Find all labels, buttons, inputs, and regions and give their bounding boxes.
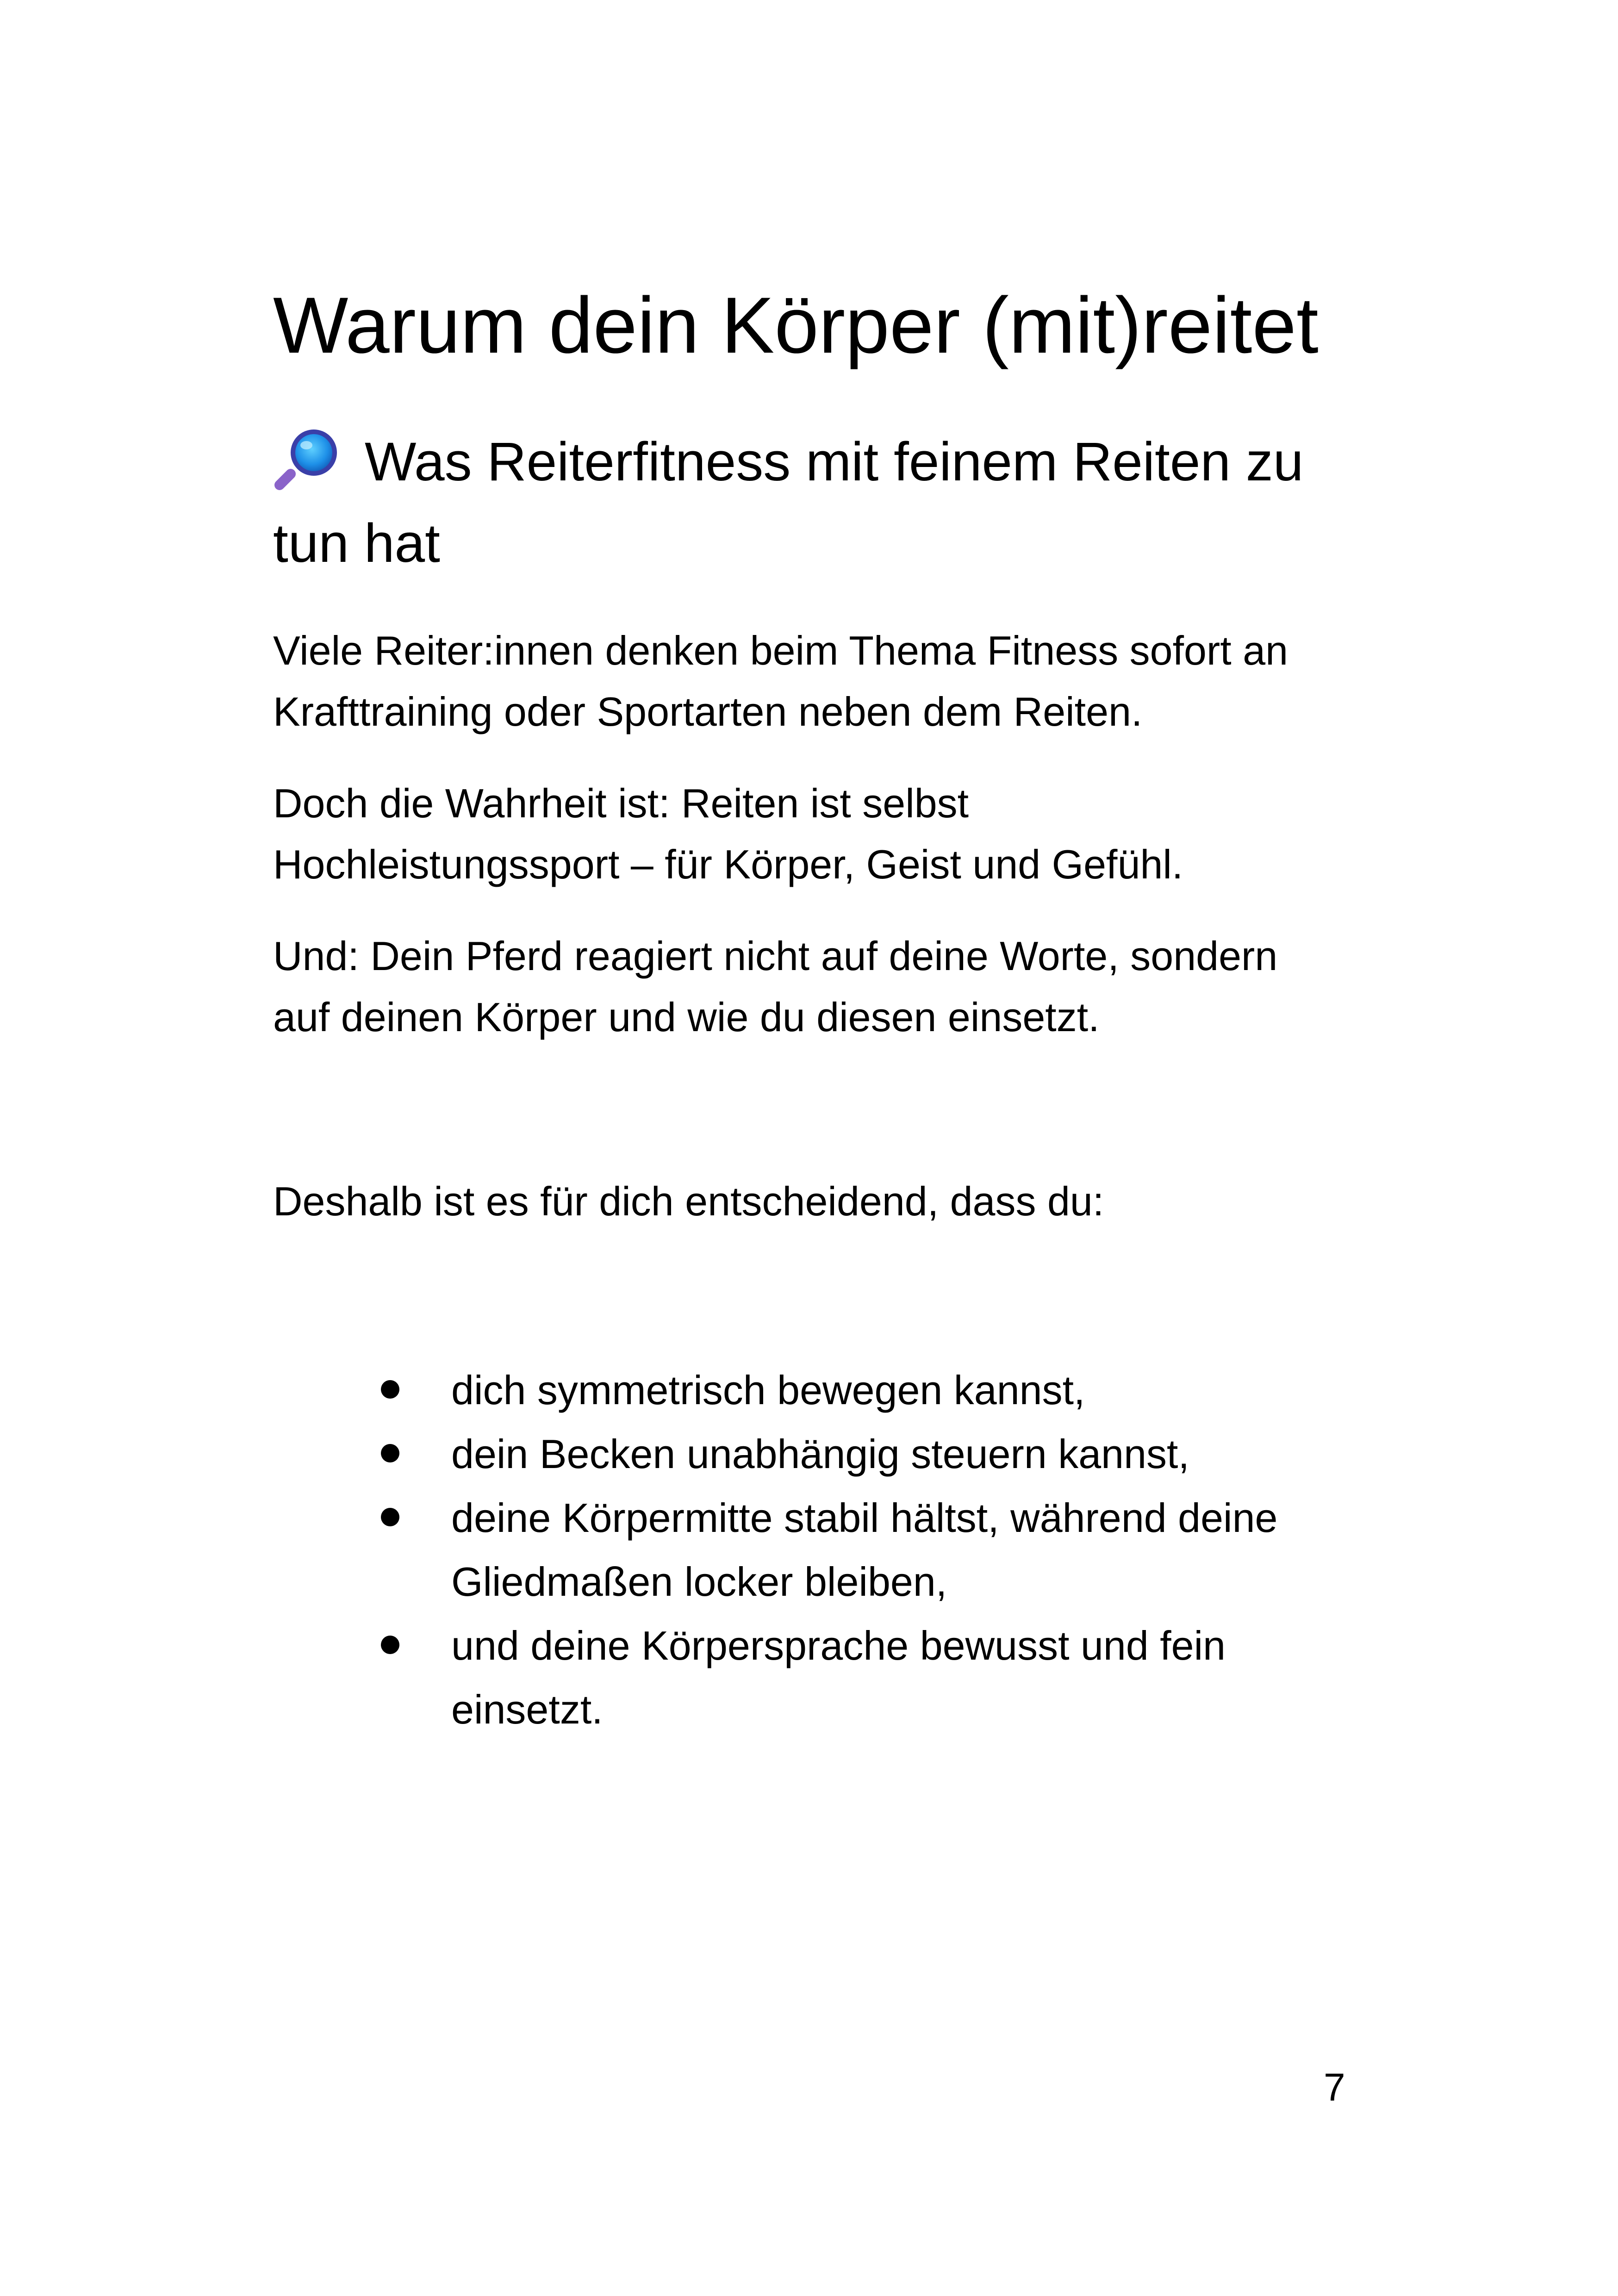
paragraph-line: Doch die Wahrheit ist: Reiten ist selbst — [273, 780, 969, 826]
list-item-line: und deine Körpersprache bewusst und fein — [451, 1623, 1226, 1668]
list-item-line: einsetzt. — [451, 1686, 603, 1732]
list-item-line: deine Körpermitte stabil hältst, während deine — [451, 1495, 1278, 1541]
section-heading — [273, 421, 1375, 584]
bullet-icon — [381, 1444, 399, 1462]
bullet-icon — [381, 1380, 399, 1399]
bullet-list — [451, 1358, 1400, 1742]
paragraph-line: Viele Reiter:innen denken beim Thema Fitness sofort an — [273, 628, 1288, 673]
magnifier-icon — [273, 426, 342, 491]
list-item-line: dein Becken unabhängig steuern kannst, — [451, 1431, 1189, 1477]
list-item — [451, 1422, 1400, 1486]
paragraph-truth — [273, 773, 1375, 895]
page-title: Warum dein Körper (mit)reitet — [273, 281, 1319, 370]
paragraph-intro — [273, 620, 1375, 742]
list-item — [451, 1358, 1400, 1422]
paragraph-line: auf deinen Körper und wie du diesen einsetzt. — [273, 994, 1100, 1040]
page-number: 7 — [1324, 2066, 1345, 2109]
list-item-line: Gliedmaßen locker bleiben, — [451, 1559, 947, 1605]
section-heading-text: Was Reiterfitness mit feinem Reiten zu tun hat — [273, 431, 1304, 574]
paragraph-line: Und: Dein Pferd reagiert nicht auf deine Worte, sondern — [273, 933, 1278, 979]
list-item — [451, 1486, 1400, 1614]
bullet-icon — [381, 1636, 399, 1654]
paragraph-line: Deshalb ist es für dich entscheidend, dass du: — [273, 1178, 1104, 1224]
paragraph-horse-reaction — [273, 926, 1375, 1048]
bullet-icon — [381, 1508, 399, 1526]
paragraph-line: Krafttraining oder Sportarten neben dem Reiten. — [273, 689, 1143, 734]
list-item-line: dich symmetrisch bewegen kannst, — [451, 1367, 1085, 1413]
list-item — [451, 1614, 1400, 1742]
paragraph-line: Hochleistungssport – für Körper, Geist und Gefühl. — [273, 841, 1183, 887]
paragraph-list-intro — [273, 1171, 1375, 1232]
